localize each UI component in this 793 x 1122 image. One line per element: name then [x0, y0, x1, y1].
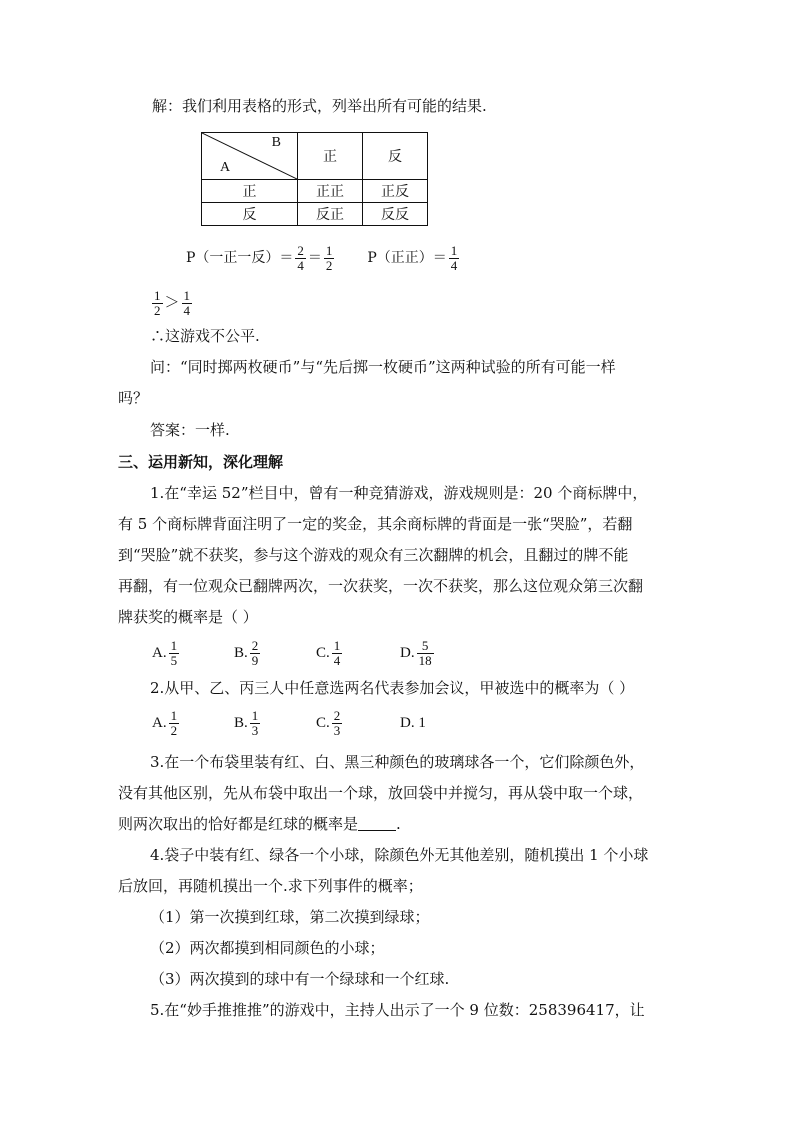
q1-line-1: 1.在“幸运 52”栏目中，曾有一种竞猜游戏，游戏规则是：20 个商标牌中，: [150, 484, 648, 502]
table-cell: 正正: [298, 180, 363, 203]
table-cell: 反正: [298, 203, 363, 226]
q2-line: 2.从甲、乙、丙三人中任意选两名代表参加会议，甲被选中的概率为（ ）: [150, 679, 635, 697]
conclusion: ∴这游戏不公平.: [150, 327, 260, 345]
q2-options: [152, 704, 426, 741]
q3-line-3: 则两次取出的恰好都是红球的概率是 .: [118, 815, 401, 833]
fraction: $\frac{1}{4}$: [183, 287, 191, 318]
option-d: D. $\frac{5}{18}$: [400, 638, 432, 669]
table-cell: 正反: [363, 180, 428, 203]
answer-blank[interactable]: [358, 814, 396, 831]
q1-line-5: 牌获奖的概率是（ ）: [118, 608, 258, 626]
option-a: A. $\frac{1}{2}$: [152, 708, 178, 739]
fraction: $\frac{2}{4}$: [297, 242, 304, 273]
q4-line-1: 4.袋子中装有红、绿各一个小球，除颜色外无其他差别，随机摸出 1 个小球: [150, 846, 649, 864]
option-c: C. $\frac{1}{4}$: [316, 638, 341, 669]
answer: 答案：一样.: [150, 421, 230, 439]
q3-line-2: 没有其他区别，先从布袋中取出一个球，放回袋中并搅匀，再从袋中取一个球，: [118, 784, 644, 802]
q5-line: 5.在“妙手推推推”的游戏中，主持人出示了一个 9 位数：258396417，让: [150, 1001, 645, 1019]
corner-label-a: A: [220, 160, 231, 175]
option-c: C. $\frac{2}{3}$: [316, 708, 341, 739]
col-header-1: 正: [298, 133, 363, 180]
question-line-2: 吗？: [118, 389, 149, 407]
q3-line-1: 3.在一个布袋里装有红、白、黑三种颜色的玻璃球各一个，它们除颜色外，: [150, 753, 645, 771]
q1-line-3: 到“哭脸”就不获奖，参与这个游戏的观众有三次翻牌的机会，且翻过的牌不能: [118, 546, 629, 564]
fraction: $\frac{1}{2}$: [154, 287, 161, 318]
q4-sub-3: （3）两次摸到的球中有一个绿球和一个红球.: [150, 970, 450, 988]
option-a: A. $\frac{1}{5}$: [152, 638, 178, 669]
q4-sub-1: （1）第一次摸到红球，第二次摸到绿球；: [150, 908, 430, 926]
table-corner-cell: [202, 133, 298, 180]
equals-sign: ＝: [307, 250, 322, 266]
p2-label: P（正正）＝: [367, 250, 447, 266]
p1-label: P（一正一反）＝: [186, 250, 294, 266]
q1-options: [152, 634, 436, 671]
fraction: $\frac{1}{2}$: [325, 242, 333, 273]
table-cell: 反反: [363, 203, 428, 226]
option-d: D. 1: [400, 715, 426, 731]
row-label-2: 反: [202, 203, 298, 226]
fraction: $\frac{1}{4}$: [450, 242, 458, 273]
question-line-1: 问：“同时掷两枚硬币”与“先后掷一枚硬币”这两种试验的所有可能一样: [150, 358, 616, 376]
outcome-table: [201, 132, 428, 226]
probability-line: [186, 240, 461, 276]
section-title: 三、运用新知，深化理解: [118, 453, 284, 471]
col-header-2: 反: [363, 133, 428, 180]
diagonal-line: [202, 133, 297, 179]
comparison-line: [150, 284, 194, 320]
q4-sub-2: （2）两次都摸到相同颜色的小球；: [150, 939, 385, 957]
row-label-1: 正: [202, 180, 298, 203]
option-b: B. $\frac{1}{3}$: [234, 708, 259, 739]
q1-line-4: 再翻，有一位观众已翻牌两次，一次获奖，一次不获奖，那么这位观众第三次翻: [118, 577, 644, 595]
option-b: B. $\frac{2}{9}$: [234, 638, 259, 669]
q1-line-2: 有 5 个商标牌背面注明了一定的奖金，其余商标牌的背面是一张“哭脸”，若翻: [118, 515, 633, 533]
q4-line-2: 后放回，再随机摸出一个.求下列事件的概率；: [118, 877, 423, 895]
solution-intro: 解：我们利用表格的形式，列举出所有可能的结果.: [152, 97, 487, 115]
greater-sign: ＞: [164, 293, 180, 311]
corner-label-b: B: [271, 135, 281, 150]
